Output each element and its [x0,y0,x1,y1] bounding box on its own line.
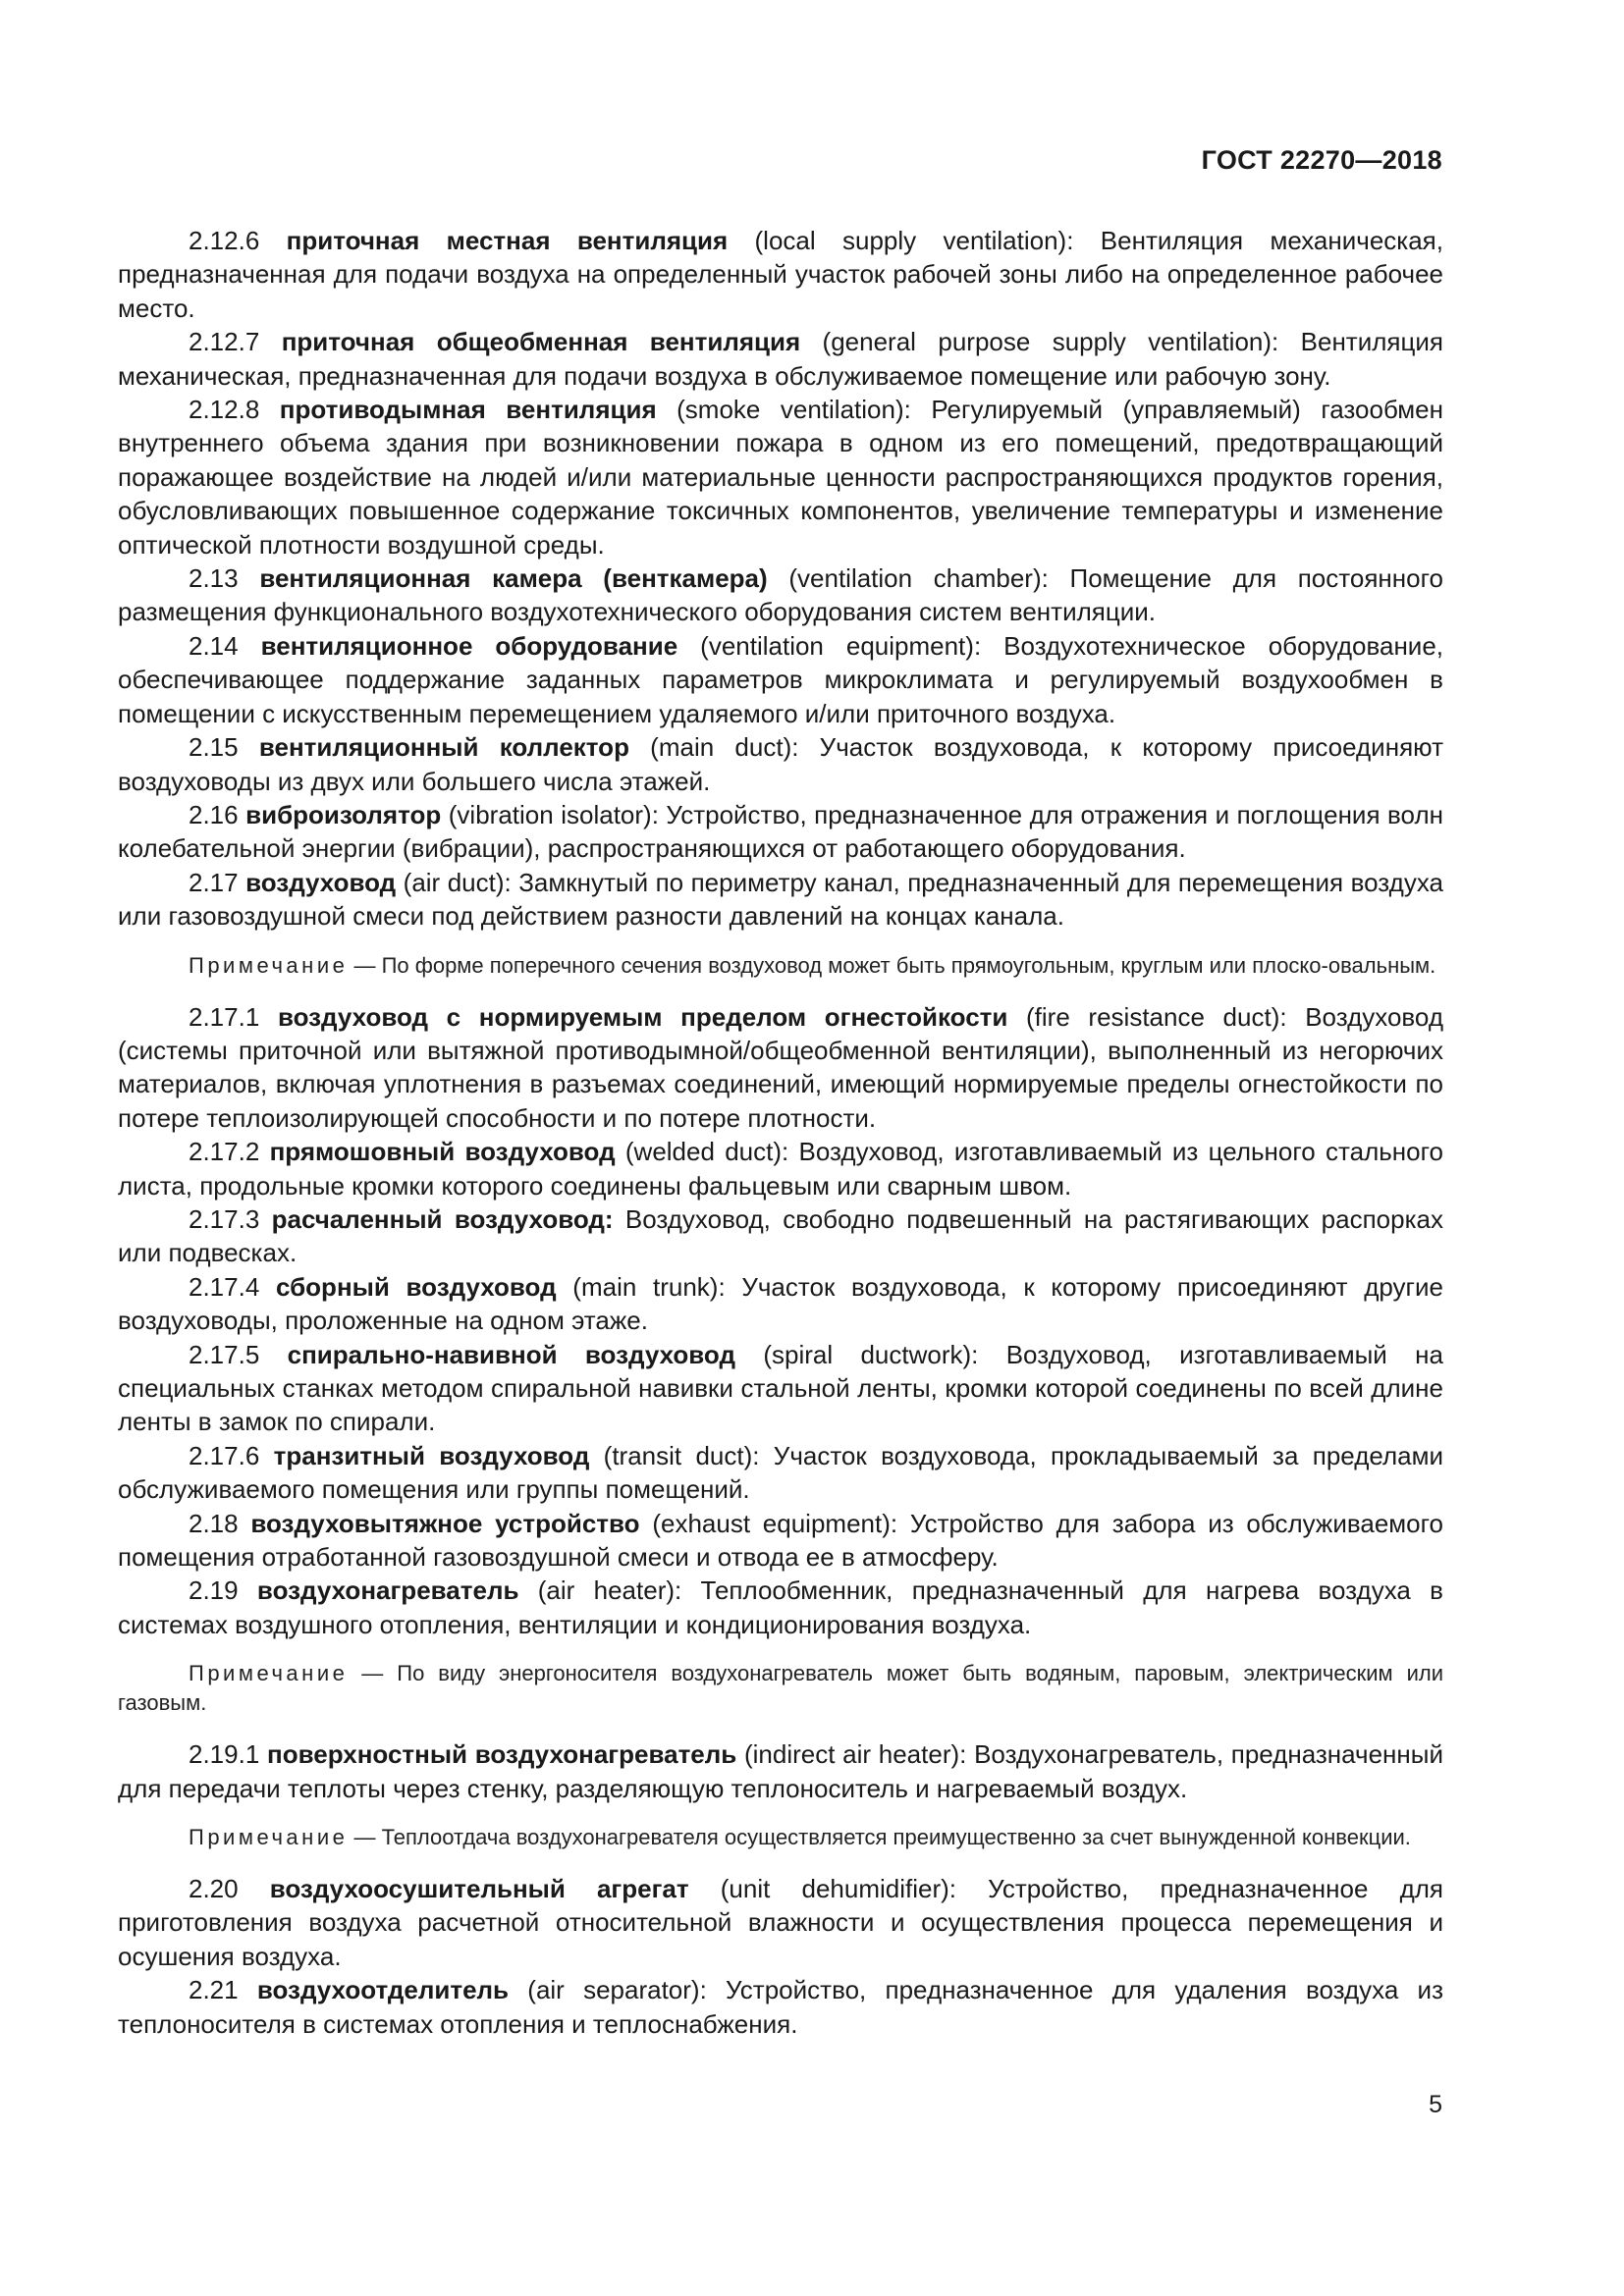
entry-term: вентиляционная камера (венткамера) [259,563,768,594]
entry [118,1270,1443,1338]
note-label: Примечание [189,1825,349,1850]
entry-text: (main trunk): Участок воздуховода, к которому присоединяют другие воздуховоды, проложенные на одном этаже. [118,1271,1444,1336]
entry [118,1574,1443,1641]
entry-number: 2.17.5 [189,1339,260,1369]
note-text: — По форме поперечного сечения воздуховод может быть прямоугольным, круглым или плоско-овальным. [348,952,1436,978]
entry-text: (local supply ventilation): Вентиляция механическая, предназначенная для подачи воздуха на определенный участок рабочей зоны либо на определенное рабочее место. [118,226,1443,323]
entry-term: вентиляционный коллектор [258,732,629,763]
entry-number: 2.12.6 [189,226,260,255]
entry-term: виброизолятор [245,799,442,829]
note [118,1659,1443,1718]
entry-text: (main duct): Участок воздуховода, к которому присоединяют воздуховоды из двух или большего числа этажей. [118,732,1443,796]
entry-term: воздуховод с нормируемым пределом огнестойкости [277,1001,1008,1032]
entry-term: воздуховод [245,867,397,897]
entry [118,629,1443,730]
entry-text: (unit dehumidifier): Устройство, предназначенное для приготовления воздуха расчетной относительной влажности и осуществления процесса перемещения и осушения воздуха. [118,1874,1443,1971]
entry-text: (transit duct): Участок воздуховода, прокладываемый за пределами обслуживаемого помещения или группы помещений. [118,1440,1443,1505]
entry-number: 2.18 [189,1508,239,1538]
entry-term: спирально-навивной воздуховод [287,1339,735,1369]
entry [118,561,1443,629]
note-label: Примечание [189,952,349,978]
entry-number: 2.17 [189,867,239,897]
note-label: Примечание [189,1661,349,1686]
entry-term: расчаленный воздуховод: [271,1203,614,1234]
entry-number: 2.19.1 [189,1739,260,1770]
entry-term: приточная местная вентиляция [286,226,729,255]
entry-text: (air separator): Устройство, предназначенное для удаления воздуха из теплоносителя в системах отопления и теплоснабжения. [118,1975,1443,2039]
entry [118,393,1443,561]
entry-text: (exhaust equipment): Устройство для забора из обслуживаемого помещения отработанной газовоздушной смеси и отвода ее в атмосферу. [118,1508,1443,1573]
entry-number: 2.20 [189,1874,239,1904]
entry-number: 2.12.7 [189,327,260,357]
entry [118,1338,1443,1439]
entry [118,1737,1443,1805]
note-text: — По виду энергоносителя воздухонагреватель может быть водяным, паровым, электрическим или газовым. [118,1661,1443,1716]
entry-text: (indirect air heater): Воздухонагреватель, предназначенный для передачи теплоты через стенку, разделяющую теплоноситель и нагреваемый воздух. [118,1739,1443,1803]
entry-term: транзитный воздуховод [273,1440,590,1470]
page-number: 5 [1429,2091,1442,2118]
entry-number: 2.14 [189,630,239,661]
entry-number: 2.15 [189,732,239,763]
entry-term: воздуховытяжное устройство [250,1508,640,1538]
entry-text: (air duct): Замкнутый по периметру канал, предназначенный для перемещения воздуха или газовоздушной смеси под действием разности давлений на концах канала. [118,867,1443,932]
entry-term: воздухоотделитель [256,1975,510,2005]
note-text: — Теплоотдача воздухонагревателя осуществляется преимущественно за счет вынужденной конвекции. [348,1825,1411,1850]
entry-number: 2.16 [189,799,239,829]
entry-term: вентиляционное оборудование [260,630,678,661]
entry [118,866,1443,934]
entry-text: (general purpose supply ventilation): Вентиляция механическая, предназначенная для подачи воздуха в обслуживаемое помещение или рабочую зону. [118,327,1443,391]
entry-number: 2.17.3 [189,1203,260,1234]
entry [118,798,1443,866]
entry-number: 2.17.6 [189,1440,260,1470]
note [118,951,1443,981]
entry-text: (ventilation equipment): Воздухотехническое оборудование, обеспечивающее поддержание заданных параметров микроклимата и регулируемый воздухообмен в помещении с искусственным перемещением удаляемого и/или приточного воздуха. [118,630,1444,728]
entry-text: (air heater): Теплообменник, предназначенный для нагрева воздуха в системах воздушного отопления, вентиляции и кондиционирования воздуха. [118,1575,1443,1639]
entry-number: 2.17.2 [189,1137,260,1167]
entry-text: Воздуховод, свободно подвешенный на растягивающих распорках или подвесках. [118,1203,1443,1268]
entry [118,325,1443,393]
entry [118,1000,1443,1136]
entry [118,1872,1443,1973]
document-body [118,224,1443,2041]
entry-text: (smoke ventilation): Регулируемый (управляемый) газообмен внутреннего объема здания при возникновении пожара в одном из его помещений, предотвращающий поражающее воздействие на людей и/или материальные ценности распространяющихся продуктов горения, обусловливающих повышенное содержание токсичных компонентов, увеличение температуры и изменение оптической плотности воздушной среды. [118,395,1443,560]
entry-text: (fire resistance duct): Воздуховод (системы приточной или вытяжной противодымной/общеобменной вентиляции), выполненный из негорючих материалов, включая уплотнения в разъемах соединений, имеющий нормируемые пределы огнестойкости по потере теплоизолирующей способности и по потере плотности. [118,1001,1443,1133]
entry-term: воздухонагреватель [256,1575,519,1606]
entry-term: противодымная вентиляция [279,395,657,425]
entry-term: приточная общеобменная вентиляция [281,327,801,357]
entry [118,730,1443,798]
entry [118,224,1443,325]
entry [118,1439,1443,1507]
entry-number: 2.19 [189,1575,239,1606]
entry-term: прямошовный воздуховод [269,1137,616,1167]
entry-text: (spiral ductwork): Воздуховод, изготавливаемый на специальных станках методом спиральной навивки стальной ленты, кромки которой соединены по всей длине ленты в замок по спирали. [118,1339,1443,1437]
entry [118,1135,1443,1202]
entry-number: 2.12.8 [189,395,260,425]
entry-term: поверхностный воздухонагреватель [267,1739,737,1770]
entry [118,1973,1443,2041]
entry-number: 2.13 [189,563,239,594]
note [118,1823,1443,1852]
entry-text: (ventilation chamber): Помещение для постоянного размещения функционального воздухотехнического оборудования систем вентиляции. [118,563,1443,627]
entry-text: (vibration isolator): Устройство, предназначенное для отражения и поглощения волн колебательной энергии (вибрации), распространяющихся от работающего оборудования. [118,799,1443,864]
entry-term: воздухоосушительный агрегат [269,1874,689,1904]
entry-number: 2.21 [189,1975,239,2005]
doc-header: ГОСТ 22270—2018 [1201,145,1442,175]
entry-number: 2.17.4 [189,1271,260,1302]
entry-term: сборный воздуховод [276,1271,557,1302]
entry-number: 2.17.1 [189,1001,260,1032]
entry-text: (welded duct): Воздуховод, изготавливаемый из цельного стального листа, продольные кромки которого соединены фальцевым или сварным швом. [118,1137,1444,1201]
entry [118,1202,1443,1270]
entry [118,1507,1443,1575]
